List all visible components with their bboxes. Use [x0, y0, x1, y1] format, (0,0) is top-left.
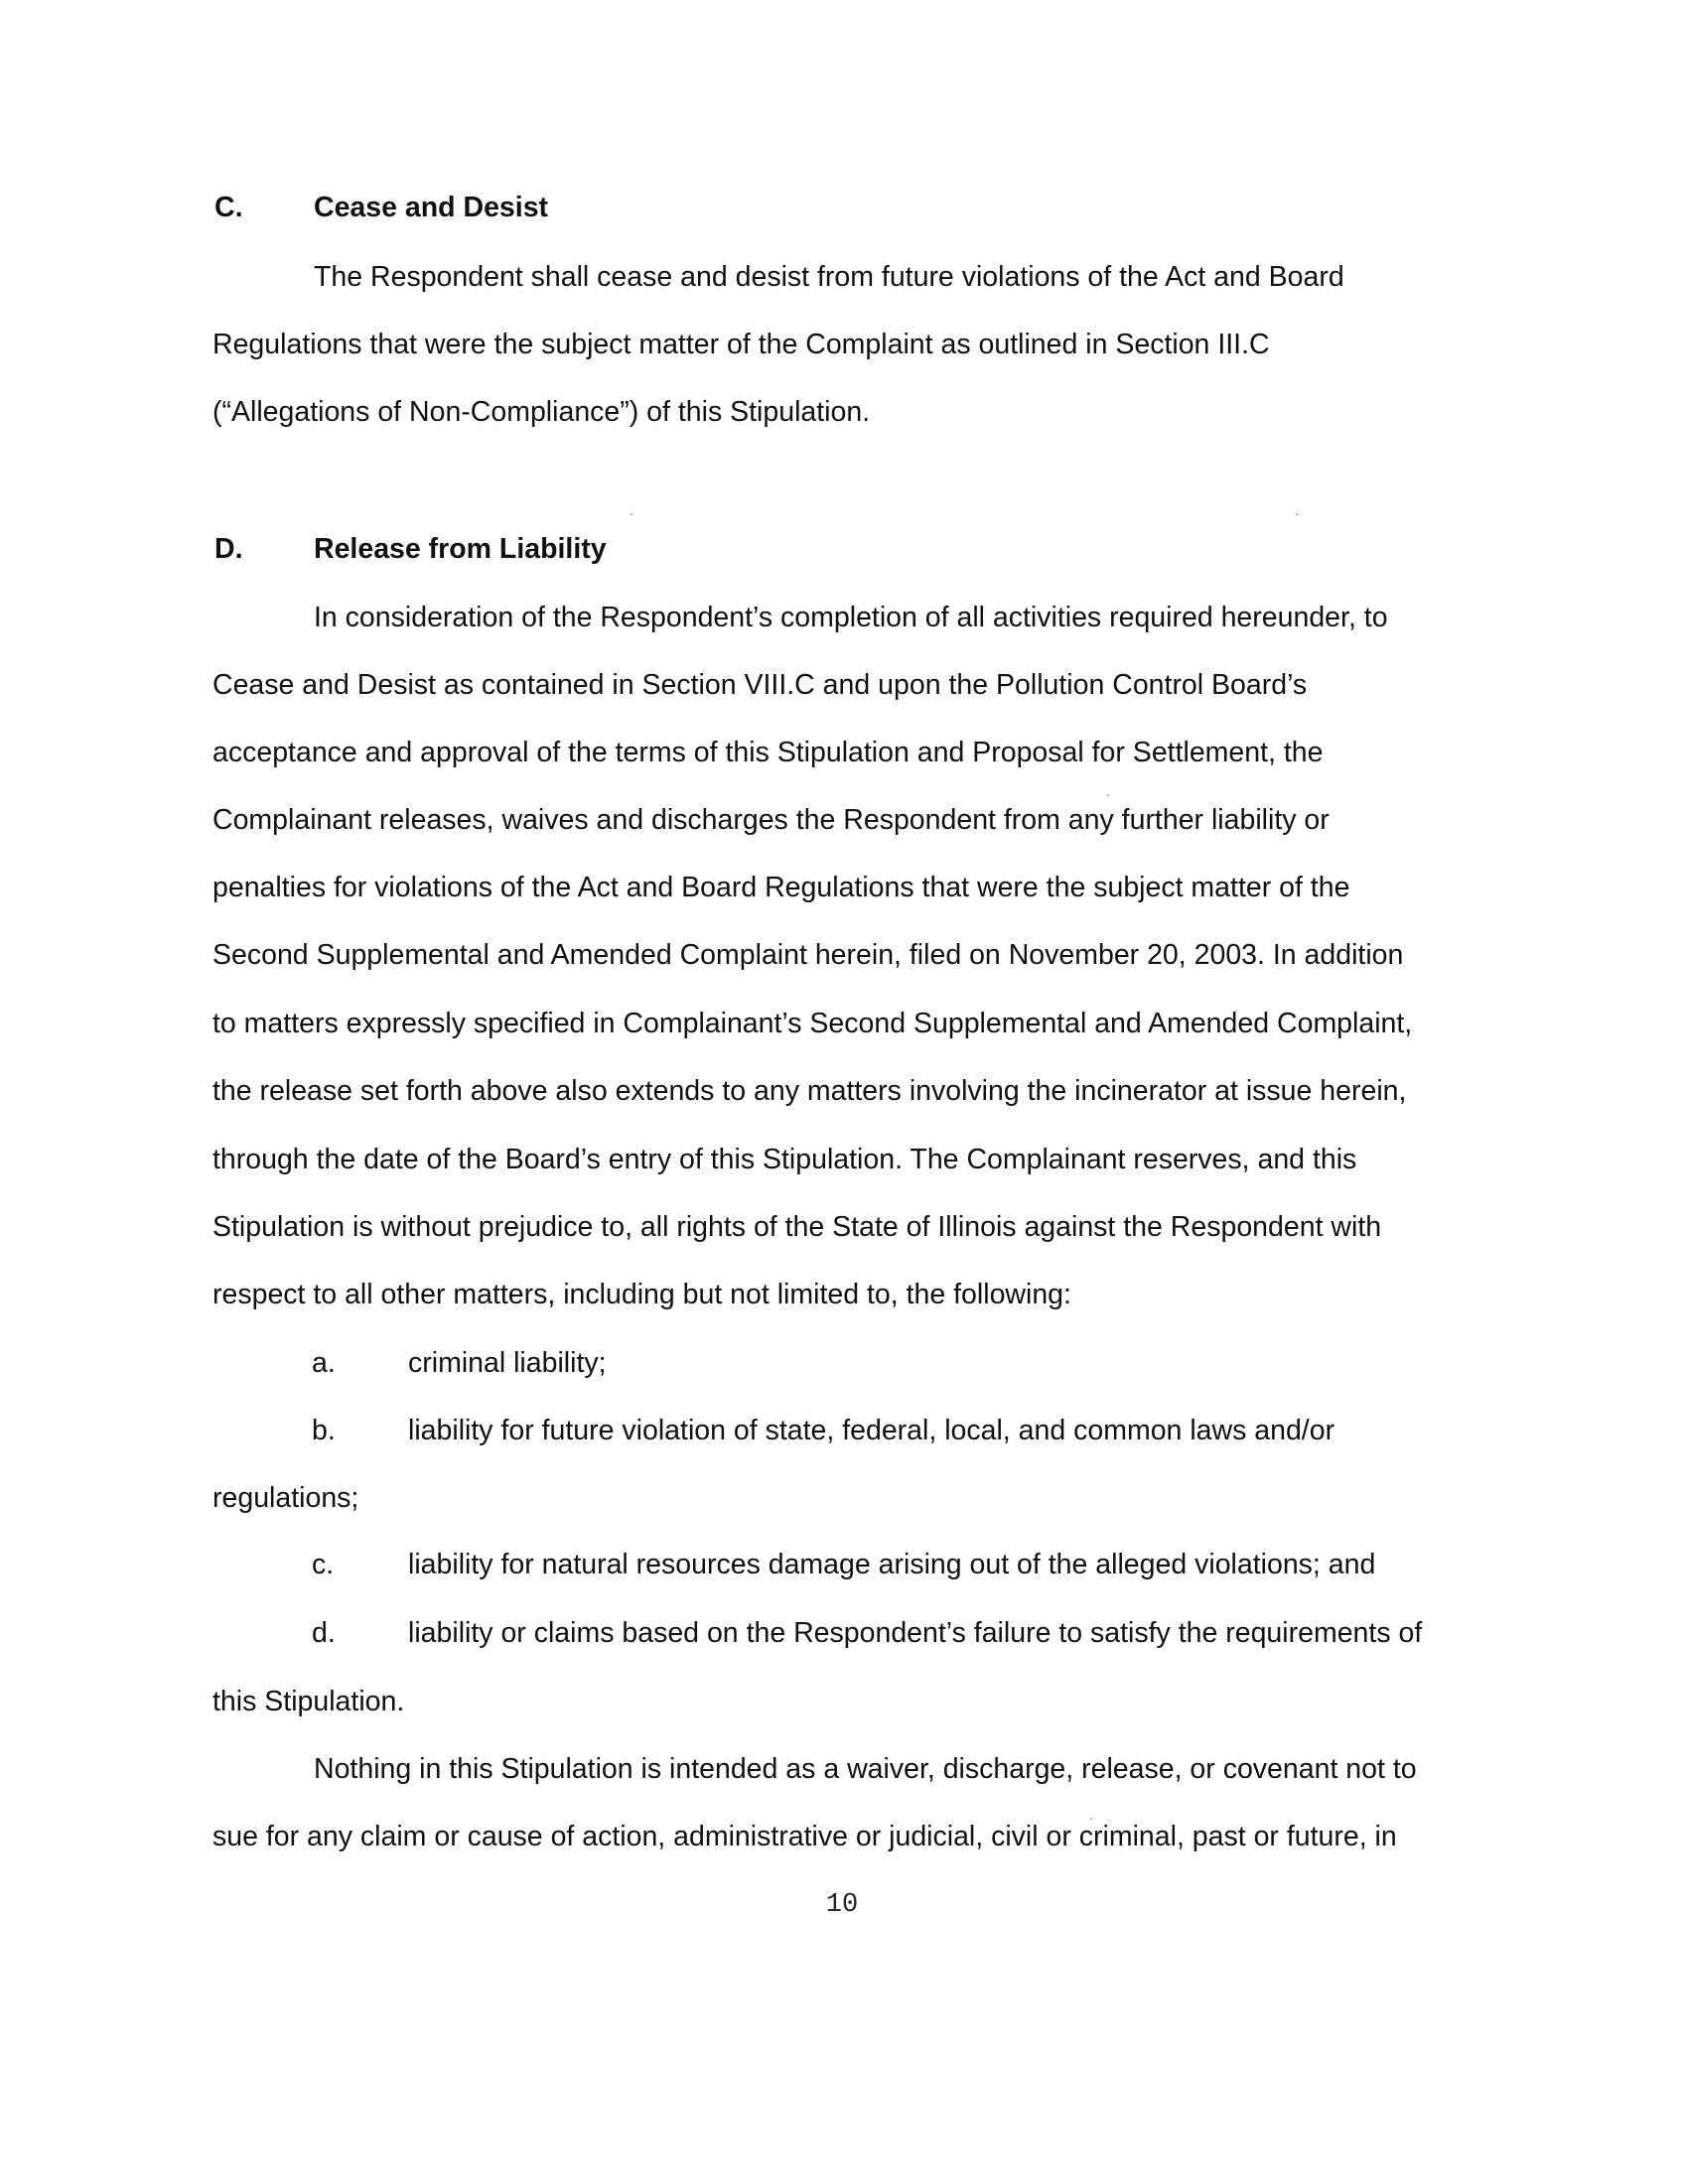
list-item-letter: c.	[312, 1549, 335, 1580]
section-d-text-line: penalties for violations of the Act and Board Regulations that were the subject matter of the	[212, 872, 1350, 903]
section-d-text-line: acceptance and approval of the terms of this Stipulation and Proposal for Settlement, the	[212, 737, 1324, 768]
section-d-text-line: to matters expressly specified in Complainant’s Second Supplemental and Amended Complaint,	[212, 1008, 1413, 1039]
section-c-text-line: The Respondent shall cease and desist from future violations of the Act and Board	[314, 261, 1344, 293]
list-item-letter: d.	[312, 1617, 336, 1649]
section-d-text-line: through the date of the Board’s entry of this Stipulation. The Complainant reserves, and this	[212, 1144, 1357, 1175]
list-item-letter: b.	[312, 1415, 336, 1446]
list-item-text: criminal liability;	[408, 1347, 607, 1379]
list-item-text: liability or claims based on the Respondent’s failure to satisfy the requirements of	[408, 1617, 1423, 1649]
section-d-text-line: Complainant releases, waives and discharges the Respondent from any further liability or	[212, 804, 1330, 836]
scan-speck	[1090, 1818, 1092, 1820]
section-d-text-line: the release set forth above also extends to any matters involving the incinerator at issue herein,	[212, 1075, 1407, 1107]
section-d-text-line: Second Supplemental and Amended Complaint herein, filed on November 20, 2003. In addition	[212, 939, 1404, 971]
section-c-letter: C.	[214, 192, 243, 223]
page-number: 10	[825, 1890, 859, 1920]
list-item-continuation: this Stipulation.	[212, 1686, 405, 1717]
section-d-letter: D.	[214, 533, 243, 565]
closing-text-line: Nothing in this Stipulation is intended as a waiver, discharge, release, or covenant not to	[314, 1753, 1417, 1785]
list-item-text: liability for future violation of state, federal, local, and common laws and/or	[408, 1415, 1335, 1446]
section-d-text-line: Stipulation is without prejudice to, all rights of the State of Illinois against the Respondent with	[212, 1211, 1382, 1243]
scan-speck	[1296, 513, 1298, 515]
list-item-text: liability for natural resources damage arising out of the alleged violations; and	[408, 1549, 1376, 1580]
section-d-text-line: In consideration of the Respondent’s completion of all activities required hereunder, to	[314, 602, 1388, 633]
section-d-title: Release from Liability	[314, 533, 607, 565]
section-c-text-line: (“Allegations of Non-Compliance”) of this Stipulation.	[212, 396, 871, 428]
section-c-text-line: Regulations that were the subject matter of the Complaint as outlined in Section III.C	[212, 329, 1270, 360]
list-item-continuation: regulations;	[212, 1482, 359, 1514]
scan-speck	[631, 513, 632, 515]
section-d-text-line: Cease and Desist as contained in Section VIII.C and upon the Pollution Control Board’s	[212, 669, 1308, 701]
scan-speck	[1107, 794, 1109, 796]
section-c-title: Cease and Desist	[314, 192, 549, 223]
list-item-letter: a.	[312, 1347, 336, 1379]
closing-text-line: sue for any claim or cause of action, administrative or judicial, civil or criminal, past or future, in	[212, 1821, 1397, 1852]
section-d-text-line: respect to all other matters, including but not limited to, the following:	[212, 1279, 1071, 1310]
